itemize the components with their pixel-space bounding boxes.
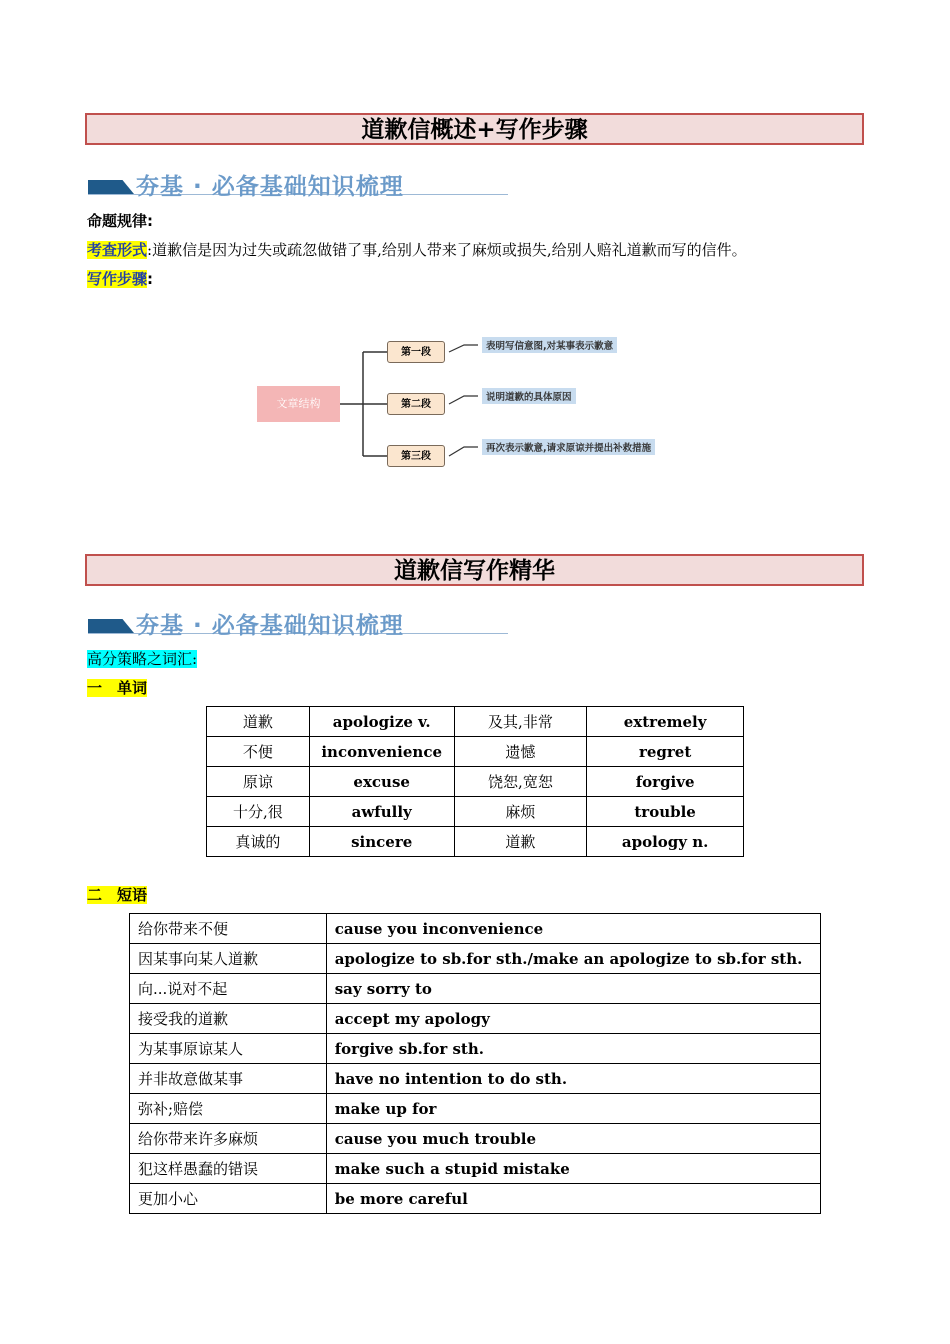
phrase-chinese-cell: 因某事向某人道歉	[130, 944, 327, 974]
phrase-english-cell: cause you much trouble	[326, 1124, 820, 1154]
vocab-english-cell: apology n.	[587, 827, 744, 857]
table-row	[207, 797, 744, 827]
section-banner	[88, 174, 508, 210]
phrase-chinese-cell: 给你带来许多麻烦	[130, 1124, 327, 1154]
table-row	[130, 974, 821, 1004]
vocab-chinese-cell: 麻烦	[454, 797, 587, 827]
vocab-heading: 高分策略之词汇:	[87, 650, 198, 668]
table-row	[130, 944, 821, 974]
diagram-desc-1: 表明写信意图,对某事表示歉意	[482, 337, 617, 353]
section-title-essentials: 道歉信写作精华	[85, 554, 864, 586]
phrase-english-cell: make such a stupid mistake	[326, 1154, 820, 1184]
vocab-english-cell: forgive	[587, 767, 744, 797]
vocab-english-cell: sincere	[309, 827, 454, 857]
table-row	[130, 1124, 821, 1154]
vocab-english-cell: excuse	[309, 767, 454, 797]
diagram-desc-2: 说明道歉的具体原因	[482, 388, 576, 404]
vocab-chinese-cell: 道歉	[207, 707, 310, 737]
diagram-root: 文章结构	[257, 386, 340, 422]
table-row	[207, 707, 744, 737]
table-row	[207, 767, 744, 797]
vocab-heading-line	[87, 649, 197, 669]
phrase-english-cell: be more careful	[326, 1184, 820, 1214]
section-title-overview: 道歉信概述+写作步骤	[85, 113, 864, 145]
table-row	[130, 1064, 821, 1094]
phrase-chinese-cell: 向...说对不起	[130, 974, 327, 1004]
phrases-heading-line	[87, 885, 147, 905]
phrase-english-cell: make up for	[326, 1094, 820, 1124]
vocab-chinese-cell: 遗憾	[454, 737, 587, 767]
phrase-chinese-cell: 为某事原谅某人	[130, 1034, 327, 1064]
phrase-english-cell: say sorry to	[326, 974, 820, 1004]
banner-text: 夯基 · 必备基础知识梳理	[136, 613, 404, 639]
vocab-english-cell: awfully	[309, 797, 454, 827]
words-heading-line	[87, 678, 147, 698]
table-row	[130, 1094, 821, 1124]
steps-paragraph	[87, 269, 153, 289]
table-row	[130, 1154, 821, 1184]
vocab-english-cell: inconvenience	[309, 737, 454, 767]
section-banner-2	[88, 613, 508, 649]
vocab-english-cell: regret	[587, 737, 744, 767]
words-heading: 一 单词	[87, 679, 148, 697]
diagram-segment-3: 第三段	[387, 445, 445, 467]
table-row	[207, 827, 744, 857]
phrase-english-cell: apologize to sb.for sth./make an apologize to sb.for sth.	[326, 944, 820, 974]
banner-bar-decoration	[88, 180, 134, 194]
vocab-english-cell: apologize v.	[309, 707, 454, 737]
phrase-english-cell: cause you inconvenience	[326, 914, 820, 944]
vocab-table	[206, 706, 744, 857]
table-row	[130, 1034, 821, 1064]
phrase-chinese-cell: 并非故意做某事	[130, 1064, 327, 1094]
vocab-chinese-cell: 原谅	[207, 767, 310, 797]
phrase-chinese-cell: 更加小心	[130, 1184, 327, 1214]
rule-label: 命题规律:	[87, 212, 153, 230]
phrase-chinese-cell: 接受我的道歉	[130, 1004, 327, 1034]
table-row	[130, 1004, 821, 1034]
vocab-chinese-cell: 十分,很	[207, 797, 310, 827]
banner-bar-decoration	[88, 619, 134, 633]
table-row	[130, 1184, 821, 1214]
vocab-chinese-cell: 及其,非常	[454, 707, 587, 737]
phrase-chinese-cell: 给你带来不便	[130, 914, 327, 944]
vocab-chinese-cell: 道歉	[454, 827, 587, 857]
phrase-table	[129, 913, 821, 1214]
phrase-english-cell: have no intention to do sth.	[326, 1064, 820, 1094]
table-row	[207, 737, 744, 767]
vocab-chinese-cell: 饶恕,宽恕	[454, 767, 587, 797]
form-label: 考查形式	[87, 241, 148, 259]
banner-text: 夯基 · 必备基础知识梳理	[136, 174, 404, 200]
structure-diagram	[250, 330, 700, 475]
steps-label: 写作步骤	[87, 270, 148, 288]
diagram-desc-3: 再次表示歉意,请求原谅并提出补救措施	[482, 439, 655, 455]
vocab-chinese-cell: 不便	[207, 737, 310, 767]
steps-colon: :	[147, 270, 154, 288]
vocab-english-cell: extremely	[587, 707, 744, 737]
vocab-english-cell: trouble	[587, 797, 744, 827]
phrases-heading: 二 短语	[87, 886, 148, 904]
diagram-segment-2: 第二段	[387, 393, 445, 415]
diagram-segment-1: 第一段	[387, 341, 445, 363]
table-row	[130, 914, 821, 944]
phrase-english-cell: forgive sb.for sth.	[326, 1034, 820, 1064]
vocab-chinese-cell: 真诚的	[207, 827, 310, 857]
phrase-chinese-cell: 犯这样愚蠢的错误	[130, 1154, 327, 1184]
form-text: :道歉信是因为过失或疏忽做错了事,给别人带来了麻烦或损失,给别人赔礼道歉而写的信件。	[147, 241, 747, 259]
phrase-english-cell: accept my apology	[326, 1004, 820, 1034]
phrase-chinese-cell: 弥补;赔偿	[130, 1094, 327, 1124]
form-paragraph	[87, 240, 747, 260]
